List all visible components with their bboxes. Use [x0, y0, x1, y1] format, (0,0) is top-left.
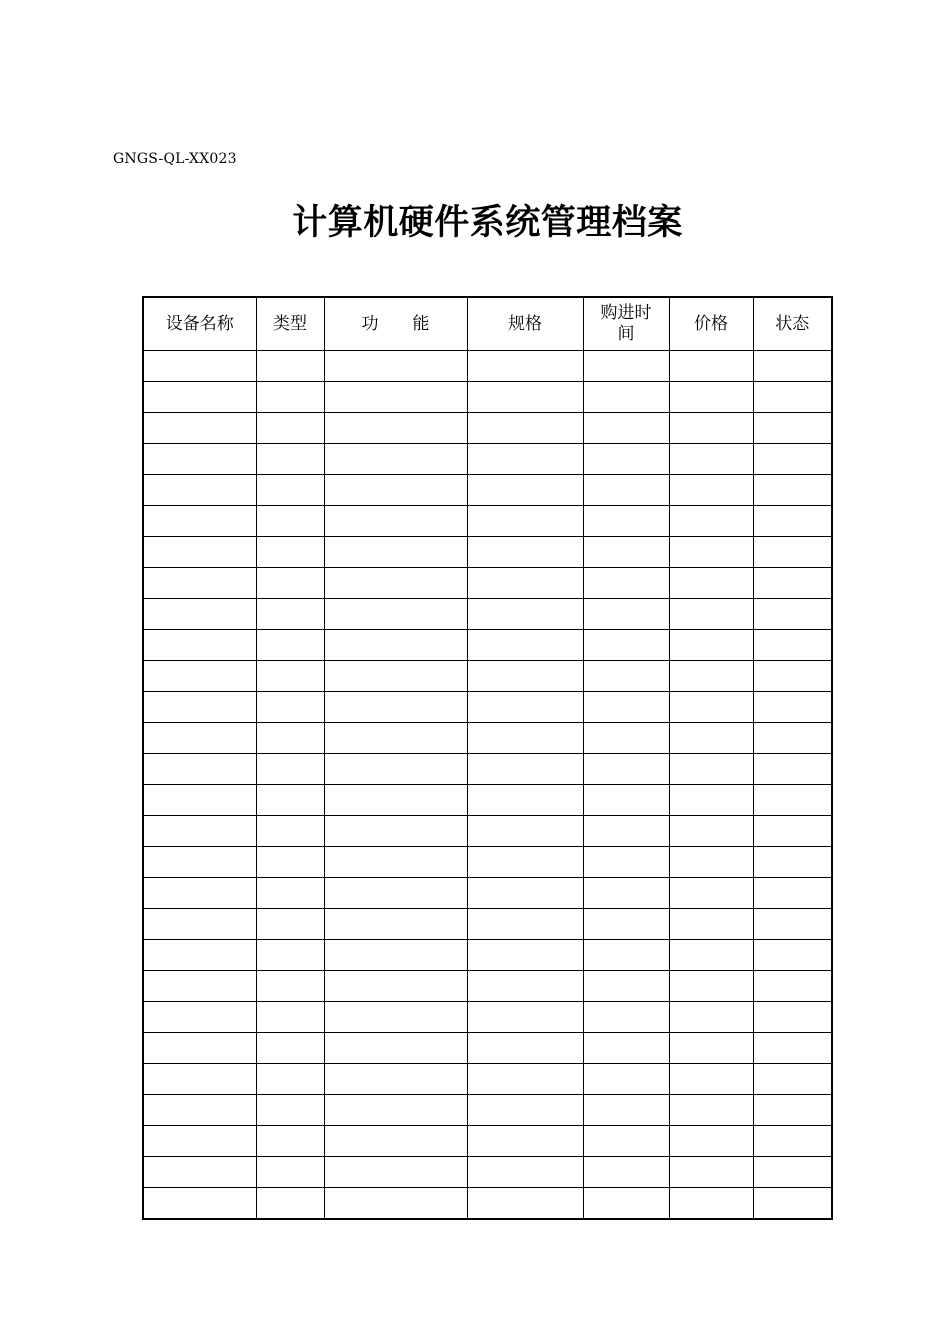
table-cell-status[interactable] [753, 1126, 832, 1157]
table-row [143, 444, 832, 475]
table-cell-status[interactable] [753, 847, 832, 878]
table-cell-type[interactable] [256, 475, 324, 506]
table-row [143, 661, 832, 692]
table-cell-specification[interactable] [467, 568, 583, 599]
table-cell-price[interactable] [669, 785, 753, 816]
table-row [143, 382, 832, 413]
table-cell-purchase-date[interactable] [583, 1095, 669, 1126]
table-row [143, 1188, 832, 1220]
table-cell-price[interactable] [669, 723, 753, 754]
table-cell-type[interactable] [256, 1157, 324, 1188]
table-cell-type[interactable] [256, 568, 324, 599]
table-row [143, 1126, 832, 1157]
table-row [143, 723, 832, 754]
table-cell-status[interactable] [753, 785, 832, 816]
table-cell-device-name[interactable] [143, 816, 256, 847]
table-cell-type[interactable] [256, 1064, 324, 1095]
table-cell-specification[interactable] [467, 630, 583, 661]
table-cell-function[interactable] [324, 940, 467, 971]
table-cell-function[interactable] [324, 599, 467, 630]
table-cell-specification[interactable] [467, 382, 583, 413]
table-cell-price[interactable] [669, 444, 753, 475]
table-cell-type[interactable] [256, 847, 324, 878]
table-cell-function[interactable] [324, 537, 467, 568]
table-cell-type[interactable] [256, 909, 324, 940]
table-row [143, 754, 832, 785]
table-cell-price[interactable] [669, 1126, 753, 1157]
table-cell-function[interactable] [324, 351, 467, 382]
table-cell-purchase-date[interactable] [583, 692, 669, 723]
table-cell-function[interactable] [324, 1126, 467, 1157]
table-cell-function[interactable] [324, 1188, 467, 1220]
table-row [143, 630, 832, 661]
table-cell-function[interactable] [324, 413, 467, 444]
table-cell-function[interactable] [324, 723, 467, 754]
table-cell-purchase-date[interactable] [583, 1157, 669, 1188]
table-cell-device-name[interactable] [143, 1064, 256, 1095]
table-cell-function[interactable] [324, 754, 467, 785]
table-cell-status[interactable] [753, 382, 832, 413]
table-row [143, 1157, 832, 1188]
table-cell-price[interactable] [669, 816, 753, 847]
table-cell-specification[interactable] [467, 723, 583, 754]
table-cell-type[interactable] [256, 351, 324, 382]
table-cell-specification[interactable] [467, 599, 583, 630]
table-cell-function[interactable] [324, 1033, 467, 1064]
table-cell-device-name[interactable] [143, 661, 256, 692]
table-cell-status[interactable] [753, 909, 832, 940]
table-cell-status[interactable] [753, 940, 832, 971]
table-cell-function[interactable] [324, 630, 467, 661]
table-cell-type[interactable] [256, 754, 324, 785]
table-cell-purchase-date[interactable] [583, 785, 669, 816]
table-cell-function[interactable] [324, 971, 467, 1002]
table-cell-type[interactable] [256, 816, 324, 847]
table-cell-specification[interactable] [467, 1033, 583, 1064]
table-cell-type[interactable] [256, 1126, 324, 1157]
header-function: 功 能 [324, 297, 467, 351]
header-type: 类型 [256, 297, 324, 351]
table-cell-device-name[interactable] [143, 351, 256, 382]
table-cell-device-name[interactable] [143, 382, 256, 413]
table-cell-specification[interactable] [467, 351, 583, 382]
table-row [143, 1002, 832, 1033]
table-cell-type[interactable] [256, 723, 324, 754]
table-row [143, 599, 832, 630]
table-cell-type[interactable] [256, 692, 324, 723]
table-cell-purchase-date[interactable] [583, 599, 669, 630]
table-cell-price[interactable] [669, 878, 753, 909]
table-cell-type[interactable] [256, 971, 324, 1002]
table-cell-purchase-date[interactable] [583, 382, 669, 413]
table-cell-purchase-date[interactable] [583, 1126, 669, 1157]
table-cell-device-name[interactable] [143, 599, 256, 630]
table-cell-purchase-date[interactable] [583, 1188, 669, 1220]
table-cell-price[interactable] [669, 847, 753, 878]
table-row [143, 1064, 832, 1095]
table-cell-price[interactable] [669, 351, 753, 382]
table-cell-type[interactable] [256, 537, 324, 568]
table-cell-specification[interactable] [467, 1002, 583, 1033]
table-row [143, 506, 832, 537]
table-cell-specification[interactable] [467, 878, 583, 909]
table-cell-purchase-date[interactable] [583, 1033, 669, 1064]
table-cell-price[interactable] [669, 382, 753, 413]
table-cell-device-name[interactable] [143, 1095, 256, 1126]
table-cell-status[interactable] [753, 630, 832, 661]
table-cell-status[interactable] [753, 444, 832, 475]
table-cell-specification[interactable] [467, 1126, 583, 1157]
table-cell-specification[interactable] [467, 537, 583, 568]
table-cell-price[interactable] [669, 599, 753, 630]
table-cell-price[interactable] [669, 537, 753, 568]
table-cell-price[interactable] [669, 1064, 753, 1095]
table-row [143, 940, 832, 971]
table-cell-type[interactable] [256, 1188, 324, 1220]
table-cell-specification[interactable] [467, 754, 583, 785]
table-row [143, 475, 832, 506]
table-cell-type[interactable] [256, 1002, 324, 1033]
table-cell-price[interactable] [669, 754, 753, 785]
table-cell-device-name[interactable] [143, 1002, 256, 1033]
table-cell-purchase-date[interactable] [583, 444, 669, 475]
table-cell-device-name[interactable] [143, 723, 256, 754]
table-cell-device-name[interactable] [143, 971, 256, 1002]
table-row [143, 909, 832, 940]
table-cell-purchase-date[interactable] [583, 909, 669, 940]
table-cell-type[interactable] [256, 785, 324, 816]
table-cell-status[interactable] [753, 568, 832, 599]
table-cell-function[interactable] [324, 878, 467, 909]
table-cell-type[interactable] [256, 940, 324, 971]
document-code: GNGS-QL-XX023 [113, 151, 237, 167]
table-cell-function[interactable] [324, 444, 467, 475]
header-purchase-date: 购进时间 [583, 297, 669, 351]
table-row [143, 816, 832, 847]
table-cell-type[interactable] [256, 1033, 324, 1064]
table-cell-price[interactable] [669, 1002, 753, 1033]
table-cell-status[interactable] [753, 1095, 832, 1126]
table-cell-specification[interactable] [467, 692, 583, 723]
table-cell-status[interactable] [753, 661, 832, 692]
table-cell-price[interactable] [669, 692, 753, 723]
table-cell-device-name[interactable] [143, 568, 256, 599]
table-cell-status[interactable] [753, 816, 832, 847]
table-cell-price[interactable] [669, 475, 753, 506]
table-cell-device-name[interactable] [143, 537, 256, 568]
table-cell-price[interactable] [669, 568, 753, 599]
table-cell-function[interactable] [324, 1095, 467, 1126]
table-cell-purchase-date[interactable] [583, 847, 669, 878]
table-cell-specification[interactable] [467, 661, 583, 692]
table-cell-device-name[interactable] [143, 413, 256, 444]
table-cell-status[interactable] [753, 971, 832, 1002]
table-cell-price[interactable] [669, 909, 753, 940]
table-cell-specification[interactable] [467, 909, 583, 940]
table-row [143, 413, 832, 444]
table-cell-price[interactable] [669, 1157, 753, 1188]
table-cell-purchase-date[interactable] [583, 568, 669, 599]
table-cell-device-name[interactable] [143, 444, 256, 475]
table-row [143, 692, 832, 723]
table-cell-price[interactable] [669, 1033, 753, 1064]
table-cell-type[interactable] [256, 444, 324, 475]
document-title: 计算机硬件系统管理档案 [292, 202, 683, 243]
table-cell-status[interactable] [753, 878, 832, 909]
hardware-ledger-table [142, 296, 833, 1220]
table-cell-status[interactable] [753, 599, 832, 630]
table-cell-device-name[interactable] [143, 1033, 256, 1064]
table-cell-purchase-date[interactable] [583, 475, 669, 506]
table-cell-purchase-date[interactable] [583, 413, 669, 444]
table-cell-specification[interactable] [467, 413, 583, 444]
table-row [143, 878, 832, 909]
table-cell-status[interactable] [753, 754, 832, 785]
table-cell-specification[interactable] [467, 506, 583, 537]
table-cell-device-name[interactable] [143, 785, 256, 816]
table-cell-status[interactable] [753, 1157, 832, 1188]
table-row [143, 1033, 832, 1064]
table-cell-purchase-date[interactable] [583, 754, 669, 785]
table-cell-price[interactable] [669, 630, 753, 661]
table-cell-status[interactable] [753, 1188, 832, 1220]
table-cell-device-name[interactable] [143, 1126, 256, 1157]
table-cell-purchase-date[interactable] [583, 537, 669, 568]
table-cell-device-name[interactable] [143, 909, 256, 940]
table-cell-type[interactable] [256, 506, 324, 537]
table-cell-type[interactable] [256, 878, 324, 909]
table-cell-device-name[interactable] [143, 940, 256, 971]
table-cell-device-name[interactable] [143, 692, 256, 723]
table-cell-purchase-date[interactable] [583, 351, 669, 382]
table-cell-function[interactable] [324, 568, 467, 599]
table-cell-purchase-date[interactable] [583, 971, 669, 1002]
table-cell-device-name[interactable] [143, 1157, 256, 1188]
table-cell-purchase-date[interactable] [583, 661, 669, 692]
table-cell-type[interactable] [256, 1095, 324, 1126]
table-cell-purchase-date[interactable] [583, 723, 669, 754]
table-row [143, 785, 832, 816]
header-device-name: 设备名称 [143, 297, 256, 351]
table-cell-device-name[interactable] [143, 1188, 256, 1220]
table-cell-specification[interactable] [467, 971, 583, 1002]
table-cell-status[interactable] [753, 1002, 832, 1033]
table-cell-purchase-date[interactable] [583, 878, 669, 909]
table-cell-type[interactable] [256, 382, 324, 413]
table-header-row [143, 297, 832, 351]
table-row [143, 568, 832, 599]
table-cell-status[interactable] [753, 351, 832, 382]
table-cell-function[interactable] [324, 382, 467, 413]
table-cell-device-name[interactable] [143, 878, 256, 909]
table-row [143, 847, 832, 878]
table-cell-purchase-date[interactable] [583, 940, 669, 971]
table-cell-device-name[interactable] [143, 506, 256, 537]
table-cell-status[interactable] [753, 723, 832, 754]
table-cell-device-name[interactable] [143, 754, 256, 785]
table-cell-price[interactable] [669, 661, 753, 692]
table-cell-specification[interactable] [467, 475, 583, 506]
table-cell-specification[interactable] [467, 816, 583, 847]
table-cell-status[interactable] [753, 1033, 832, 1064]
table-cell-specification[interactable] [467, 1157, 583, 1188]
table-cell-device-name[interactable] [143, 475, 256, 506]
table-cell-status[interactable] [753, 692, 832, 723]
table-cell-status[interactable] [753, 506, 832, 537]
table-cell-function[interactable] [324, 847, 467, 878]
table-cell-device-name[interactable] [143, 630, 256, 661]
table-cell-status[interactable] [753, 1064, 832, 1095]
table-cell-specification[interactable] [467, 785, 583, 816]
table-cell-purchase-date[interactable] [583, 816, 669, 847]
table-cell-specification[interactable] [467, 1064, 583, 1095]
table-cell-function[interactable] [324, 506, 467, 537]
table-cell-purchase-date[interactable] [583, 1002, 669, 1033]
table-cell-purchase-date[interactable] [583, 630, 669, 661]
table-cell-function[interactable] [324, 909, 467, 940]
header-price: 价格 [669, 297, 753, 351]
header-status: 状态 [753, 297, 832, 351]
table-cell-purchase-date[interactable] [583, 506, 669, 537]
table-cell-function[interactable] [324, 1157, 467, 1188]
table-body [143, 351, 832, 1220]
table-cell-function[interactable] [324, 785, 467, 816]
table-cell-type[interactable] [256, 661, 324, 692]
table-cell-type[interactable] [256, 599, 324, 630]
table-cell-specification[interactable] [467, 444, 583, 475]
header-specification: 规格 [467, 297, 583, 351]
table-cell-function[interactable] [324, 1002, 467, 1033]
table-cell-price[interactable] [669, 413, 753, 444]
table-cell-status[interactable] [753, 537, 832, 568]
table-cell-device-name[interactable] [143, 847, 256, 878]
table-cell-status[interactable] [753, 475, 832, 506]
table-row [143, 537, 832, 568]
table-cell-specification[interactable] [467, 1188, 583, 1220]
table-cell-price[interactable] [669, 1095, 753, 1126]
table-cell-function[interactable] [324, 1064, 467, 1095]
table-cell-function[interactable] [324, 661, 467, 692]
table-cell-function[interactable] [324, 475, 467, 506]
table-cell-price[interactable] [669, 506, 753, 537]
table-row [143, 1095, 832, 1126]
table-cell-function[interactable] [324, 816, 467, 847]
table-cell-price[interactable] [669, 940, 753, 971]
table-cell-type[interactable] [256, 630, 324, 661]
table-cell-price[interactable] [669, 1188, 753, 1220]
table-cell-function[interactable] [324, 692, 467, 723]
table-row [143, 971, 832, 1002]
table-cell-specification[interactable] [467, 940, 583, 971]
table-cell-type[interactable] [256, 413, 324, 444]
table-cell-specification[interactable] [467, 1095, 583, 1126]
table-cell-specification[interactable] [467, 847, 583, 878]
table-cell-price[interactable] [669, 971, 753, 1002]
table-cell-status[interactable] [753, 413, 832, 444]
table-row [143, 351, 832, 382]
table-cell-purchase-date[interactable] [583, 1064, 669, 1095]
